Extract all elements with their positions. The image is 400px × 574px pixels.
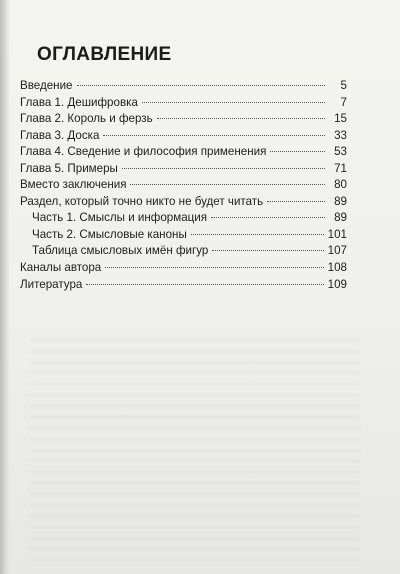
- bleed-through-text: [30, 330, 360, 560]
- toc-entry-label: Часть 2. Смысловые каноны: [32, 227, 187, 241]
- toc-entry-chapter-1: [20, 95, 347, 112]
- toc-entry-page: 33: [334, 128, 347, 142]
- toc-entry-page: 108: [327, 261, 347, 275]
- toc-entry-literature: [20, 277, 347, 294]
- toc-entry-label: Глава 2. Король и ферзь: [20, 112, 153, 126]
- toc-entry-part-1: [20, 210, 347, 227]
- toc-entry-page: 7: [340, 95, 347, 109]
- toc-entry-chapter-2: [20, 111, 347, 128]
- toc-entry-introduction: [20, 78, 347, 95]
- dot-leader: [270, 151, 325, 152]
- toc-title: ОГЛАВЛЕНИЕ: [37, 44, 172, 65]
- toc-entry-names-table: [20, 243, 347, 260]
- toc-entry-page: 109: [327, 277, 347, 291]
- toc-entry-label: Раздел, который точно никто не будет читать: [20, 194, 264, 208]
- toc-entry-chapter-5: [20, 161, 347, 178]
- toc-entry-label: Вместо заключения: [20, 178, 127, 192]
- dot-leader: [103, 135, 325, 136]
- toc-entry-page: 53: [334, 145, 347, 159]
- toc-entry-page: 15: [334, 112, 347, 126]
- toc-entry-conclusion: [20, 177, 347, 194]
- dot-leader: [86, 284, 323, 285]
- toc-entry-label: Таблица смысловых имён фигур: [32, 244, 209, 258]
- toc-entry-label: Введение: [20, 79, 73, 92]
- toc-entry-part-2: [20, 227, 347, 244]
- toc-entry-label: Глава 5. Примеры: [20, 161, 118, 175]
- toc-entry-page: 80: [334, 178, 347, 192]
- toc-entry-label: Часть 1. Смыслы и информация: [32, 211, 208, 225]
- dot-leader: [130, 184, 325, 185]
- toc-entry-page: 89: [334, 194, 347, 208]
- toc-entry-chapter-4: [20, 144, 347, 161]
- dot-leader: [191, 234, 324, 235]
- toc-entry-page: 5: [340, 79, 347, 92]
- dot-leader: [157, 118, 325, 119]
- toc-entry-page: 89: [334, 211, 347, 225]
- toc-entry-section: [20, 194, 347, 211]
- toc-entry-page: 107: [327, 244, 347, 258]
- toc-entry-label: Литература: [20, 277, 83, 291]
- dot-leader: [212, 250, 323, 251]
- dot-leader: [211, 217, 325, 218]
- dot-leader: [77, 85, 326, 86]
- toc-entry-label: Каналы автора: [20, 261, 102, 275]
- toc-entry-label: Глава 1. Дешифровка: [20, 95, 138, 109]
- toc-entry-page: 101: [327, 227, 347, 241]
- toc-entry-author-channels: [20, 260, 347, 277]
- toc-entry-chapter-3: [20, 128, 347, 145]
- dot-leader: [142, 102, 325, 103]
- dot-leader: [122, 168, 325, 169]
- page-spine-shadow: [0, 0, 10, 574]
- dot-leader: [267, 201, 325, 202]
- toc-entry-label: Глава 4. Сведение и философия применения: [20, 145, 267, 159]
- toc-entry-label: Глава 3. Доска: [20, 128, 100, 142]
- table-of-contents: [20, 78, 347, 293]
- toc-entry-page: 71: [334, 161, 347, 175]
- dot-leader: [105, 267, 323, 268]
